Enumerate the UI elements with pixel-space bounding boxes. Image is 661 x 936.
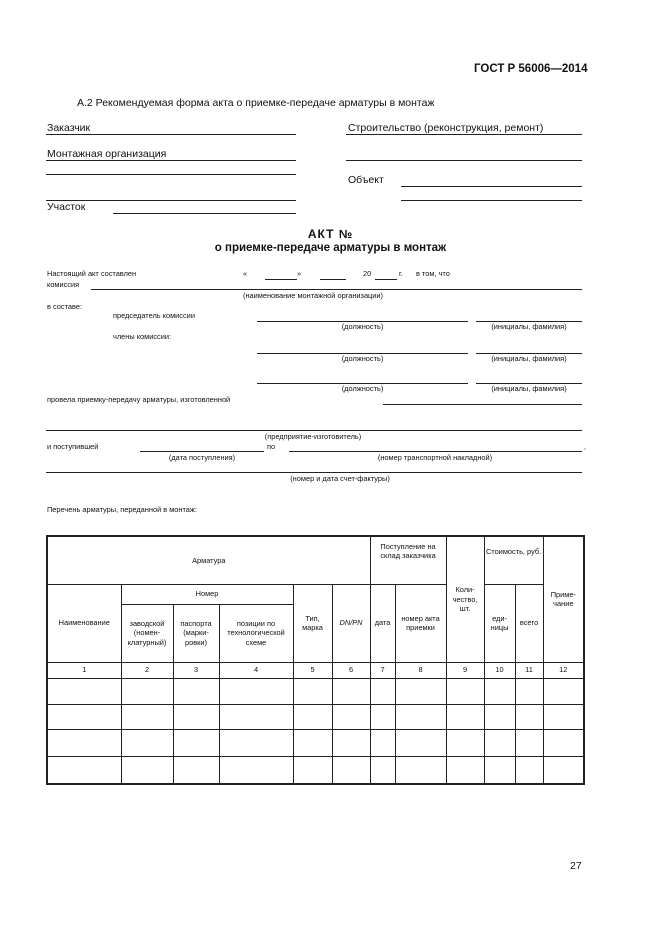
col-number: 6: [332, 662, 370, 678]
commission-text: комиссия: [47, 280, 80, 289]
header-name: Наименование: [47, 584, 121, 662]
position-caption-3: (должность): [341, 384, 384, 393]
quote-open: «: [243, 269, 248, 278]
site-field-line[interactable]: [113, 213, 296, 214]
quote-close: »: [297, 269, 302, 278]
performed-text: провела приемку-передачу арматуры, изготовленной: [47, 395, 231, 404]
header-cost: Стоимость, руб.: [484, 536, 543, 584]
installation-org-caption: (наименование монтажной организации): [242, 291, 384, 300]
col-number: 10: [484, 662, 515, 678]
object-field-line[interactable]: [401, 186, 582, 187]
site-label: Участок: [47, 201, 86, 213]
header-dnpn: DN/PN: [332, 584, 370, 662]
object-label: Объект: [348, 174, 384, 186]
invoice-line[interactable]: [46, 472, 582, 473]
position-caption-2: (должность): [341, 354, 384, 363]
commission-field-line[interactable]: [91, 289, 582, 290]
header-quantity: Коли-чество, шт.: [446, 536, 484, 662]
manufacturer-line-1[interactable]: [383, 404, 582, 405]
and-received-text: и поступившей: [47, 442, 99, 451]
customer-label: Заказчик: [47, 122, 91, 134]
table-row: [47, 704, 584, 729]
header-total: всего: [515, 584, 543, 662]
header-note: Приме-чание: [543, 536, 584, 662]
col-number: 12: [543, 662, 584, 678]
comma: ,: [584, 442, 587, 451]
manufacturer-caption: (предприятие-изготовитель): [264, 432, 362, 441]
table-row: [47, 678, 584, 704]
consisting-of-text: в составе:: [47, 302, 82, 311]
waybill-line[interactable]: [289, 451, 582, 452]
col-number: 7: [370, 662, 395, 678]
manufacturer-line-2[interactable]: [46, 430, 582, 431]
receipt-date-caption: (дата поступления): [168, 453, 236, 462]
construction-field-line-2[interactable]: [346, 160, 582, 161]
object-field-line-2[interactable]: [401, 200, 582, 201]
chairman-text: председатель комиссии: [113, 311, 195, 320]
column-number-row: [47, 662, 584, 678]
act-title: АКТ №: [307, 227, 354, 241]
waybill-caption: (номер транспортной накладной): [377, 453, 493, 462]
col-number: 5: [293, 662, 332, 678]
col-number: 3: [173, 662, 219, 678]
page-number: 27: [570, 860, 582, 872]
header-fittings: Арматура: [47, 536, 370, 584]
invoice-caption: (номер и дата счет-фактуры): [290, 474, 390, 483]
receipt-date-line[interactable]: [140, 451, 264, 452]
header-date: дата: [370, 584, 395, 662]
standard-number: ГОСТ Р 56006—2014: [474, 63, 588, 75]
in-that-text: в том, что: [416, 269, 450, 278]
header-position: позиции по технологической схеме: [219, 604, 293, 662]
month-field-line[interactable]: [320, 279, 346, 280]
initials-caption-3: (инициалы, фамилия): [491, 384, 567, 393]
construction-field-line[interactable]: [346, 134, 582, 135]
section-title: А.2 Рекомендуемая форма акта о приемке-передаче арматуры в монтаж: [77, 97, 435, 109]
members-text: члены комиссии:: [113, 332, 172, 341]
installation-org-field-line[interactable]: [46, 160, 296, 161]
year-field-line[interactable]: [375, 279, 397, 280]
col-number: 4: [219, 662, 293, 678]
initials-caption-1: (инициалы, фамилия): [491, 322, 567, 331]
col-number: 11: [515, 662, 543, 678]
construction-label: Строительство (реконструкция, ремонт): [348, 122, 544, 134]
installation-org-label: Монтажная организация: [47, 148, 167, 160]
year-suffix: г.: [399, 269, 403, 278]
header-factory: заводской (номен-клатурный): [121, 604, 173, 662]
col-number: 1: [47, 662, 121, 678]
col-number: 8: [395, 662, 446, 678]
position-caption-1: (должность): [341, 322, 384, 331]
installation-org-field-line-2[interactable]: [46, 174, 296, 175]
day-field-line[interactable]: [265, 279, 297, 280]
table-row: [47, 756, 584, 784]
header-unit: еди-ницы: [484, 584, 515, 662]
header-number: Номер: [121, 584, 293, 604]
drawn-up-text: Настоящий акт составлен: [47, 269, 137, 278]
header-receipt: Поступление на склад заказчика: [370, 536, 446, 584]
list-intro-text: Перечень арматуры, переданной в монтаж:: [47, 505, 197, 514]
header-type: Тип, марка: [293, 584, 332, 662]
act-subtitle: о приемке-передаче арматуры в монтаж: [214, 242, 447, 254]
header-acceptance-no: номер акта приемки: [395, 584, 446, 662]
year-prefix: 20: [363, 269, 372, 278]
col-number: 2: [121, 662, 173, 678]
fittings-table: [46, 535, 585, 785]
header-passport: паспорта (марки-ровки): [173, 604, 219, 662]
initials-caption-2: (инициалы, фамилия): [491, 354, 567, 363]
by-text: по: [267, 442, 276, 451]
customer-field-line[interactable]: [46, 134, 296, 135]
table-row: [47, 729, 584, 756]
col-number: 9: [446, 662, 484, 678]
